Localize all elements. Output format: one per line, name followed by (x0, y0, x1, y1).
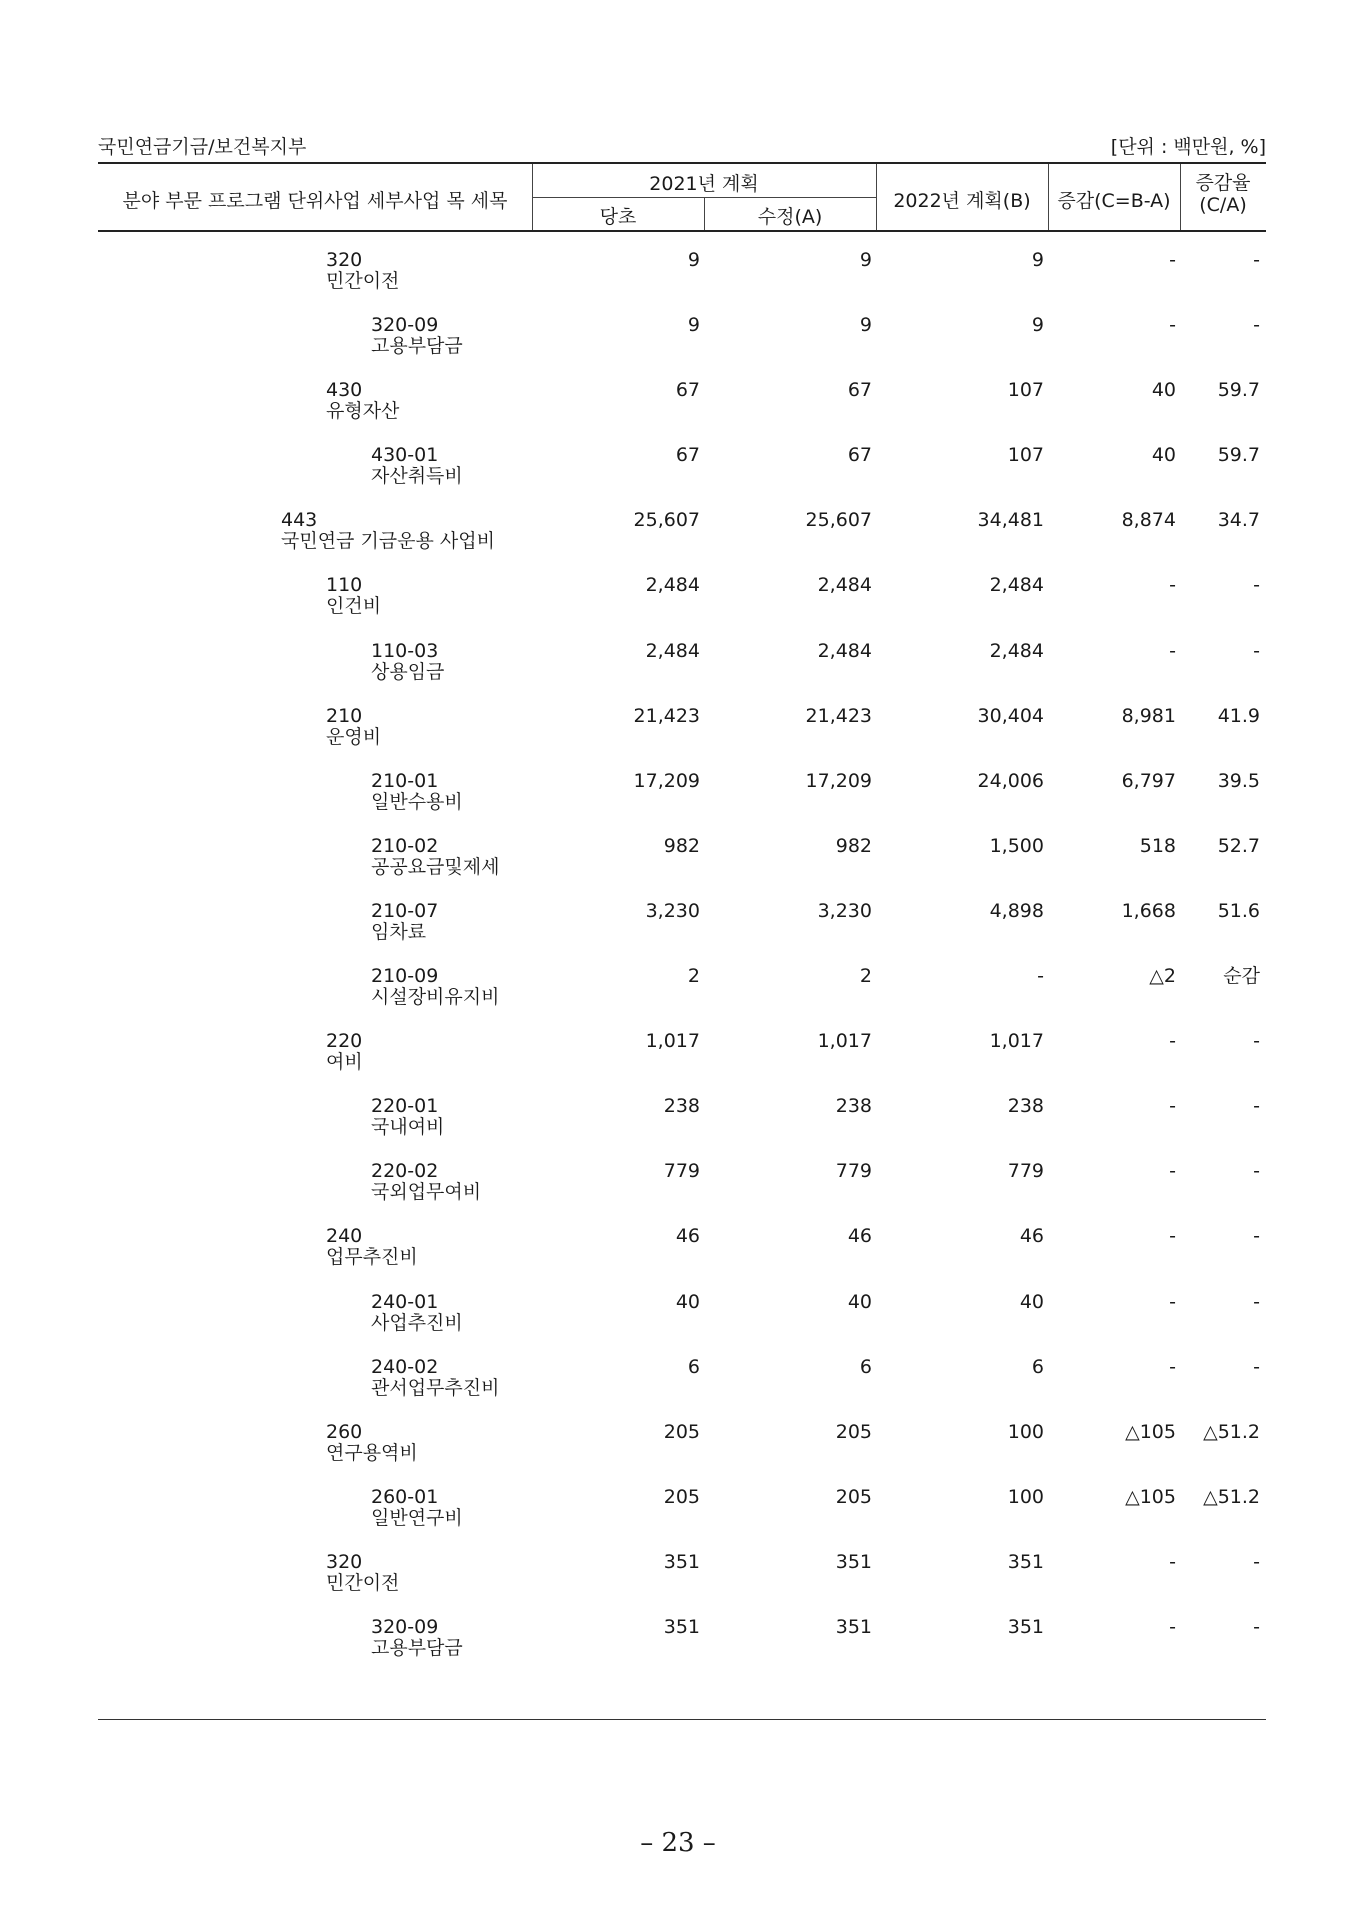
value-change: - (1169, 639, 1176, 662)
value-original: 2,484 (645, 639, 700, 662)
item-name: 고용부담금 (371, 335, 463, 358)
table-row (98, 623, 1266, 688)
table-row (98, 362, 1266, 427)
value-revised: 1,017 (817, 1030, 872, 1053)
value-revised: 17,209 (805, 769, 872, 792)
table-row (98, 1469, 1266, 1534)
item-name: 시설장비유지비 (371, 986, 500, 1009)
value-revised: 351 (835, 1550, 872, 1573)
item-code: 210-07 (371, 899, 439, 922)
value-revised: 9 (859, 249, 872, 271)
value-change: 40 (1151, 444, 1176, 467)
header-change: 증감(C=B-A) (1057, 190, 1171, 212)
item-name: 국민연금 기금운용 사업비 (281, 530, 495, 553)
item-name: 업무추진비 (326, 1246, 418, 1269)
value-rate: - (1253, 249, 1260, 271)
item-label (371, 901, 438, 943)
table-row (98, 1599, 1266, 1664)
value-change: △105 (1125, 1420, 1176, 1443)
value-change: △2 (1149, 965, 1176, 988)
table-row (98, 232, 1266, 297)
value-original: 67 (675, 444, 700, 467)
table-row (98, 883, 1266, 948)
value-original: 3,230 (645, 899, 700, 922)
item-code: 320 (326, 1550, 363, 1573)
value-revised: 46 (847, 1225, 872, 1248)
value-rate: - (1253, 639, 1260, 662)
table-row (98, 557, 1266, 622)
value-rate: 41.9 (1217, 704, 1260, 727)
value-plan-2022: 30,404 (977, 704, 1044, 727)
item-name: 민간이전 (326, 1571, 400, 1594)
value-revised: 2,484 (817, 574, 872, 597)
value-original: 9 (687, 314, 700, 337)
item-label (371, 1617, 463, 1659)
value-change: - (1169, 1160, 1176, 1183)
value-revised: 351 (835, 1615, 872, 1638)
value-revised: 2 (859, 965, 872, 988)
value-rate: △51.2 (1203, 1420, 1260, 1443)
value-rate: - (1253, 1225, 1260, 1248)
value-change: 8,874 (1121, 509, 1176, 532)
value-revised: 205 (835, 1420, 872, 1443)
item-name: 국외업무여비 (371, 1181, 482, 1204)
table-row (98, 1339, 1266, 1404)
header-revised: 수정(A) (757, 206, 823, 228)
item-code: 430 (326, 379, 363, 402)
value-rate: - (1253, 314, 1260, 337)
value-rate: - (1253, 1290, 1260, 1313)
value-original: 982 (663, 834, 700, 857)
value-plan-2022: 1,500 (989, 834, 1044, 857)
item-label (326, 1226, 418, 1268)
value-plan-2022: 9 (1031, 314, 1044, 337)
table-row (98, 1404, 1266, 1469)
value-rate: - (1253, 1095, 1260, 1118)
value-change: - (1169, 1290, 1176, 1313)
item-name: 민간이전 (326, 270, 400, 292)
value-rate: - (1253, 1550, 1260, 1573)
item-label (371, 1292, 463, 1334)
table-row (98, 492, 1266, 557)
header-plan-2021: 2021년 계획 (649, 173, 759, 195)
value-rate: - (1253, 1615, 1260, 1638)
item-label (371, 771, 463, 813)
table-body (98, 232, 1266, 1664)
footer-divider (98, 1719, 1266, 1720)
value-change: - (1169, 1225, 1176, 1248)
value-revised: 238 (835, 1095, 872, 1118)
value-rate: - (1253, 1030, 1260, 1053)
item-label (326, 1031, 363, 1073)
table-row (98, 753, 1266, 818)
value-original: 9 (687, 249, 700, 271)
value-plan-2022: 4,898 (989, 899, 1044, 922)
page-number: – 23 – (640, 1828, 716, 1858)
value-plan-2022: - (1037, 965, 1044, 988)
item-name: 국내여비 (371, 1116, 445, 1139)
value-plan-2022: 46 (1019, 1225, 1044, 1248)
value-revised: 6 (859, 1355, 872, 1378)
value-change: - (1169, 574, 1176, 597)
value-rate: 39.5 (1217, 769, 1260, 792)
table-row (98, 818, 1266, 883)
value-revised: 3,230 (817, 899, 872, 922)
value-original: 351 (663, 1615, 700, 1638)
item-label (371, 445, 463, 487)
value-rate: △51.2 (1203, 1485, 1260, 1508)
value-rate: - (1253, 574, 1260, 597)
header-rate-line1: 증감율 (1195, 172, 1251, 194)
value-plan-2022: 351 (1007, 1615, 1044, 1638)
table-header (98, 162, 1266, 232)
value-original: 2,484 (645, 574, 700, 597)
value-plan-2022: 40 (1019, 1290, 1044, 1313)
table-row (98, 1534, 1266, 1599)
value-plan-2022: 2,484 (989, 574, 1044, 597)
table-row (98, 297, 1266, 362)
table-row (98, 1013, 1266, 1078)
value-change: - (1169, 1030, 1176, 1053)
table-row (98, 1208, 1266, 1273)
table-row (98, 427, 1266, 492)
table-row (98, 688, 1266, 753)
value-change: - (1169, 249, 1176, 271)
value-change: - (1169, 1355, 1176, 1378)
item-code: 320-09 (371, 314, 439, 337)
value-change: - (1169, 314, 1176, 337)
value-plan-2022: 107 (1007, 379, 1044, 402)
item-code: 220-02 (371, 1160, 439, 1183)
value-original: 46 (675, 1225, 700, 1248)
item-name: 유형자산 (326, 400, 400, 423)
value-plan-2022: 1,017 (989, 1030, 1044, 1053)
item-name: 운영비 (326, 725, 382, 748)
item-name: 여비 (326, 1051, 363, 1074)
header-rate (1180, 172, 1266, 216)
item-code: 110 (326, 574, 363, 597)
item-label (371, 836, 499, 878)
item-label (371, 1487, 463, 1529)
value-revised: 67 (847, 379, 872, 402)
item-name: 사업추진비 (371, 1311, 463, 1334)
value-plan-2022: 351 (1007, 1550, 1044, 1573)
item-label (371, 1357, 499, 1399)
value-original: 40 (675, 1290, 700, 1313)
item-label (281, 510, 495, 552)
item-code: 240-02 (371, 1355, 439, 1378)
value-original: 205 (663, 1485, 700, 1508)
item-name: 자산취득비 (371, 465, 463, 488)
value-rate: - (1253, 1160, 1260, 1183)
table-row (98, 1274, 1266, 1339)
value-rate: - (1253, 1355, 1260, 1378)
header-original: 당초 (599, 206, 637, 228)
value-rate: 51.6 (1217, 899, 1260, 922)
value-plan-2022: 9 (1031, 249, 1044, 271)
value-plan-2022: 6 (1031, 1355, 1044, 1378)
value-change: 8,981 (1121, 704, 1176, 727)
value-plan-2022: 24,006 (977, 769, 1044, 792)
item-label (326, 380, 399, 422)
item-code: 210-02 (371, 834, 439, 857)
item-name: 임차료 (371, 920, 427, 943)
item-name: 고용부담금 (371, 1636, 463, 1659)
item-code: 430-01 (371, 444, 439, 467)
table-row (98, 1143, 1266, 1208)
value-rate: 순감 (1223, 965, 1260, 988)
item-name: 인건비 (326, 595, 382, 618)
item-name: 연구용역비 (326, 1441, 418, 1464)
item-label (371, 1096, 444, 1138)
item-code: 260 (326, 1420, 363, 1443)
item-code: 220 (326, 1030, 363, 1053)
value-revised: 205 (835, 1485, 872, 1508)
value-rate: 34.7 (1217, 509, 1260, 532)
item-code: 220-01 (371, 1095, 439, 1118)
item-label (326, 575, 381, 617)
value-original: 21,423 (633, 704, 700, 727)
value-change: - (1169, 1550, 1176, 1573)
item-name: 일반연구비 (371, 1506, 463, 1529)
header-plan-2022: 2022년 계획(B) (893, 190, 1031, 212)
item-code: 210-01 (371, 769, 439, 792)
item-label (371, 966, 499, 1008)
item-name: 공공요금및제세 (371, 855, 500, 878)
value-change: - (1169, 1095, 1176, 1118)
item-name: 일반수용비 (371, 790, 463, 813)
value-revised: 40 (847, 1290, 872, 1313)
value-plan-2022: 779 (1007, 1160, 1044, 1183)
item-label (371, 315, 463, 357)
value-change: 6,797 (1121, 769, 1176, 792)
value-revised: 982 (835, 834, 872, 857)
value-change: △105 (1125, 1485, 1176, 1508)
document-title: 국민연금기금/보건복지부 (98, 136, 307, 158)
item-code: 110-03 (371, 639, 439, 662)
value-revised: 779 (835, 1160, 872, 1183)
value-change: 518 (1139, 834, 1176, 857)
value-plan-2022: 238 (1007, 1095, 1044, 1118)
budget-table (98, 162, 1266, 1664)
item-name: 상용임금 (371, 660, 445, 683)
value-rate: 52.7 (1217, 834, 1260, 857)
value-original: 1,017 (645, 1030, 700, 1053)
item-code: 260-01 (371, 1485, 439, 1508)
item-label (326, 1552, 399, 1594)
value-revised: 21,423 (805, 704, 872, 727)
value-original: 6 (687, 1355, 700, 1378)
item-code: 320 (326, 249, 363, 271)
table-row (98, 1078, 1266, 1143)
value-change: 40 (1151, 379, 1176, 402)
value-original: 205 (663, 1420, 700, 1443)
value-original: 779 (663, 1160, 700, 1183)
value-revised: 67 (847, 444, 872, 467)
item-label (326, 1422, 418, 1464)
value-plan-2022: 2,484 (989, 639, 1044, 662)
item-code: 210 (326, 704, 363, 727)
table-row (98, 948, 1266, 1013)
item-name: 관서업무추진비 (371, 1376, 500, 1399)
value-original: 17,209 (633, 769, 700, 792)
value-revised: 2,484 (817, 639, 872, 662)
value-plan-2022: 107 (1007, 444, 1044, 467)
value-change: 1,668 (1121, 899, 1176, 922)
value-plan-2022: 100 (1007, 1420, 1044, 1443)
item-code: 320-09 (371, 1615, 439, 1638)
value-revised: 9 (859, 314, 872, 337)
item-code: 210-09 (371, 965, 439, 988)
value-plan-2022: 100 (1007, 1485, 1044, 1508)
item-code: 240 (326, 1225, 363, 1248)
value-change: - (1169, 1615, 1176, 1638)
value-original: 67 (675, 379, 700, 402)
value-rate: 59.7 (1217, 379, 1260, 402)
value-revised: 25,607 (805, 509, 872, 532)
value-original: 25,607 (633, 509, 700, 532)
item-label (371, 1161, 481, 1203)
unit-label: [단위 : 백만원, %] (1110, 136, 1266, 158)
item-code: 443 (281, 509, 318, 532)
header-rate-line2: (C/A) (1199, 194, 1247, 216)
item-label (326, 706, 381, 748)
item-label (371, 641, 444, 683)
value-plan-2022: 34,481 (977, 509, 1044, 532)
item-label (326, 250, 399, 292)
value-original: 238 (663, 1095, 700, 1118)
value-rate: 59.7 (1217, 444, 1260, 467)
item-code: 240-01 (371, 1290, 439, 1313)
header-structure: 분야 부문 프로그램 단위사업 세부사업 목 세목 (122, 190, 508, 212)
value-original: 2 (687, 965, 700, 988)
value-original: 351 (663, 1550, 700, 1573)
